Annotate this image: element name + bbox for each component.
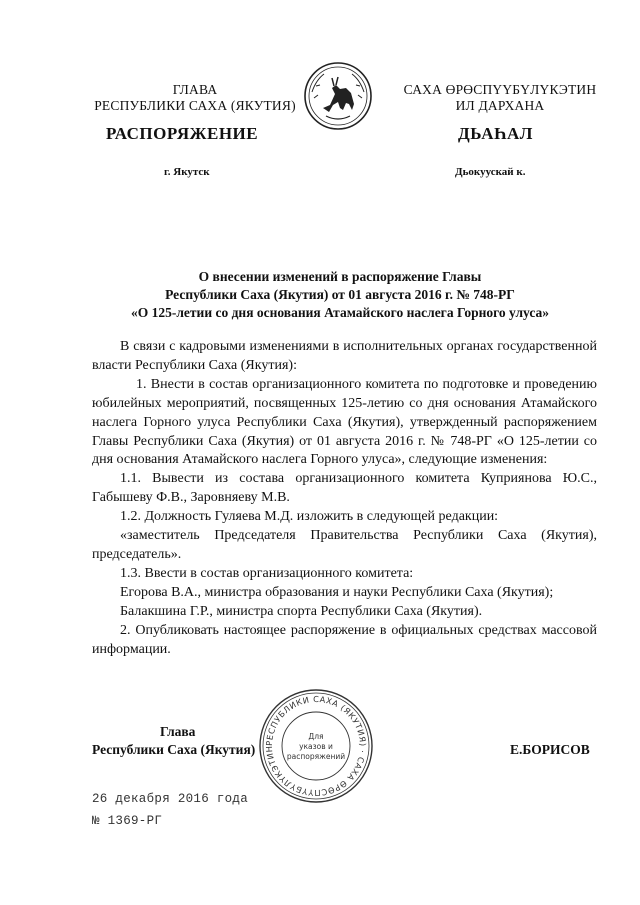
doc-type-ru: РАСПОРЯЖЕНИЕ xyxy=(106,124,259,143)
header-left-line2: РЕСПУБЛИКИ САХА (ЯКУТИЯ) xyxy=(94,98,296,113)
document-body xyxy=(92,338,597,659)
paragraph-1-2-quote: «заместитель Председателя Правительства Республики Саха (Якутия), председатель». xyxy=(92,528,597,562)
stamp-ring-text: РЕСПУБЛИКИ САХА (ЯКУТИЯ) · САХА ӨРӨСПҮҮБҮЛҮКЭТИН xyxy=(263,693,369,799)
document-title xyxy=(60,268,620,322)
paragraph-1-3: 1.3. Ввести в состав организационного комитета: xyxy=(120,565,414,581)
header-right-line2: ИЛ ДАРХАНА xyxy=(455,98,545,113)
paragraph-1-2: 1.2. Должность Гуляева М.Д. изложить в следующей редакции: xyxy=(120,509,499,525)
city-ru: г. Якутск xyxy=(164,166,210,178)
city-sakha: Дьокуускай к. xyxy=(455,166,526,178)
paragraph-1-1: 1.1. Вывести из состава организационного комитета Куприянова Ю.С., Габышеву Ф.В., Заровняеву М.В. xyxy=(92,471,597,506)
title-line3: «О 125-летии со дня основания Атамайского наслега Горного улуса» xyxy=(130,305,550,320)
stamp-center-line3: распоряжений xyxy=(286,752,346,761)
signature-role-line1: Глава xyxy=(160,724,196,739)
header-left xyxy=(60,82,330,114)
paragraph-1: 1. Внести в состав организационного комитета по подготовке и проведению юбилейных мероприятий, посвященных 125-летию со дня основания Атамайского наслега Горного улуса Республики Саха (Якутия), утвержденный распоряжением Главы Республики Саха (Якутия) от 01 августа 2016 г. № 748-РГ «О 125-летии со дня основания Атамайского наслега Горного улуса», следующие изменения: xyxy=(92,376,597,468)
paragraph-1-3-b: Балакшина Г.Р., министра спорта Республики Саха (Якутия). xyxy=(120,603,483,619)
header-left-line1: ГЛАВА xyxy=(172,82,218,97)
stamp-center-line1: Для xyxy=(308,732,324,741)
official-stamp xyxy=(258,688,374,804)
paragraph-intro: В связи с кадровыми изменениями в исполнительных органах государственной власти Республики Саха (Якутия): xyxy=(92,339,597,373)
doc-type-sakha: ДЬАҺАЛ xyxy=(458,124,533,143)
footer-number: № 1369-РГ xyxy=(92,814,163,828)
signature-name: Е.БОРИСОВ xyxy=(510,742,590,757)
footer-date: 26 декабря 2016 года xyxy=(92,792,249,806)
header-right xyxy=(360,82,640,114)
paragraph-1-3-a: Егорова В.А., министра образования и науки Республики Саха (Якутия); xyxy=(120,584,554,600)
stamp-center-line2: указов и xyxy=(299,742,333,751)
title-line1: О внесении изменений в распоряжение Главы xyxy=(198,269,482,284)
signature-role-line2: Республики Саха (Якутия) xyxy=(92,742,256,757)
title-line2: Республики Саха (Якутия) от 01 августа 2016 г. № 748-РГ xyxy=(165,287,515,302)
paragraph-2: 2. Опубликовать настоящее распоряжение в официальных средствах массовой информации. xyxy=(92,622,597,657)
header-right-line1: САХА ӨРӨСПҮҮБҮЛҮКЭТИН xyxy=(403,82,597,97)
